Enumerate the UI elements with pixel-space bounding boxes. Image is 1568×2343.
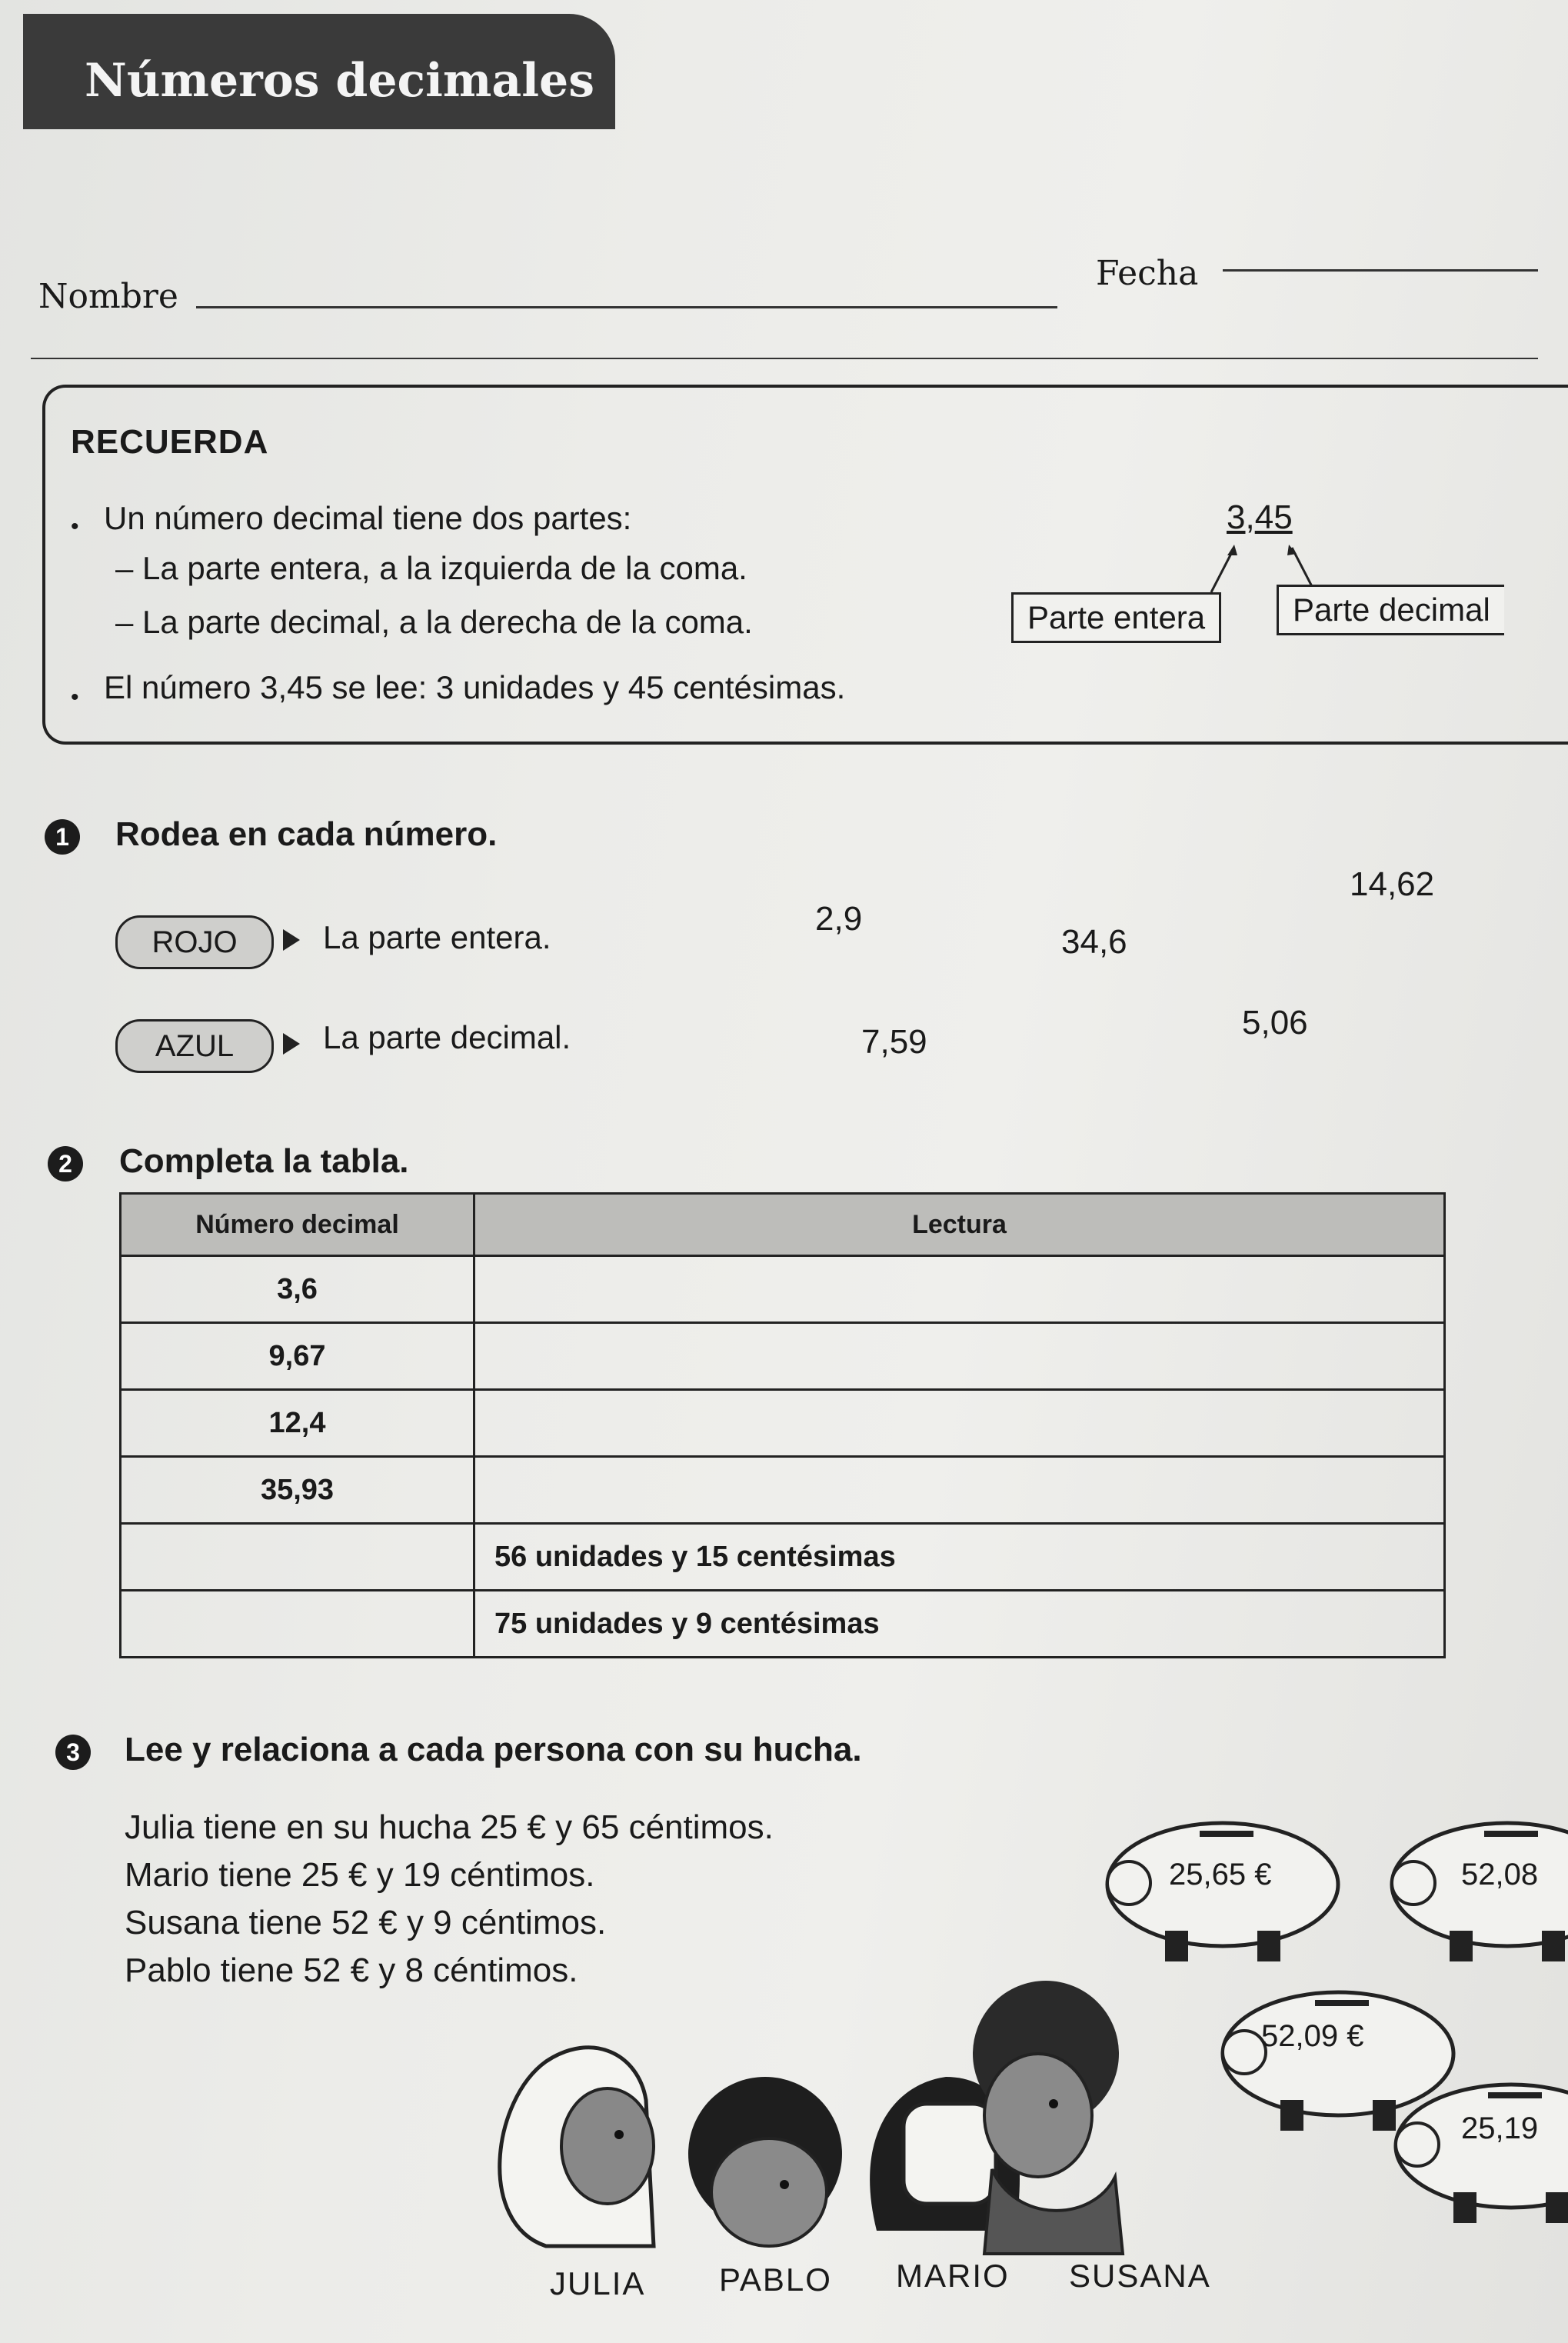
page-title: Números decimales [85, 54, 594, 108]
child-name-pablo: PABLO [719, 2261, 832, 2298]
table-row [121, 1591, 1445, 1658]
story-line-susana: Susana tiene 52 € y 9 céntimos. [125, 1904, 607, 1941]
azul-pill: AZUL [115, 1019, 274, 1073]
header-rule [31, 358, 1538, 359]
name-line [196, 306, 1057, 308]
rojo-instruction: La parte entera. [323, 919, 551, 955]
reading-cell[interactable] [474, 1457, 1445, 1524]
name-label: Nombre [38, 277, 178, 316]
reading-cell[interactable]: 75 unidades y 9 centésimas [474, 1591, 1445, 1658]
decimal-part-box: Parte decimal [1277, 585, 1504, 635]
decimal-cell[interactable]: 3,6 [121, 1256, 474, 1323]
table-row [121, 1524, 1445, 1591]
exercise-2-title: Completa la tabla. [119, 1142, 409, 1180]
exercise-number[interactable]: 34,6 [1061, 923, 1127, 961]
story-lines [125, 1804, 774, 1995]
azul-instruction: La parte decimal. [323, 1019, 571, 1055]
example-decimal-part: 45 [1254, 498, 1293, 536]
reading-cell[interactable]: 56 unidades y 15 centésimas [474, 1524, 1445, 1591]
piggy-bank-value: 25,65 € [1169, 1858, 1272, 1891]
reading-cell[interactable] [474, 1323, 1445, 1390]
exercise-2-number: 2 [48, 1146, 83, 1181]
recuerda-line-1: Un número decimal tiene dos partes: [104, 500, 632, 536]
reading-cell[interactable] [474, 1390, 1445, 1457]
decimal-cell[interactable] [121, 1591, 474, 1658]
exercise-3-number: 3 [55, 1735, 91, 1770]
children-illustration [461, 1969, 1230, 2261]
recuerda-line-2: – La parte entera, a la izquierda de la coma. [115, 550, 747, 586]
exercise-number[interactable]: 14,62 [1350, 865, 1435, 903]
exercise-number[interactable]: 5,06 [1242, 1004, 1308, 1042]
piggy-bank-value: 52,08 [1461, 1858, 1539, 1891]
table-row [121, 1457, 1445, 1524]
julia-figure-icon [500, 2048, 654, 2246]
recuerda-line-3: – La parte decimal, a la derecha de la coma. [115, 604, 753, 640]
table-row [121, 1323, 1445, 1390]
exercise-1-title: Rodea en cada número. [115, 815, 498, 853]
arrow-right-icon [283, 1033, 300, 1055]
piggy-bank-value: 52,09 € [1261, 2019, 1364, 2053]
story-line-mario: Mario tiene 25 € y 19 céntimos. [125, 1856, 595, 1894]
recuerda-title: RECUERDA [71, 423, 269, 461]
recuerda-line-4: El número 3,45 se lee: 3 unidades y 45 centésimas. [104, 669, 846, 705]
bullet-icon: • [71, 514, 79, 539]
susana-figure-icon [973, 1981, 1123, 2254]
piggy-bank-value: 25,19 [1461, 2111, 1539, 2145]
exercise-number[interactable]: 7,59 [861, 1023, 927, 1061]
column-header-reading: Lectura [474, 1194, 1445, 1256]
child-name-susana: SUSANA [1069, 2258, 1211, 2294]
decimal-cell[interactable] [121, 1524, 474, 1591]
pablo-figure-icon [688, 2077, 842, 2246]
exercise-3-title: Lee y relaciona a cada persona con su hucha. [125, 1731, 862, 1768]
child-name-julia: JULIA [550, 2265, 646, 2301]
column-header-decimal: Número decimal [121, 1194, 474, 1256]
exercise-1-number: 1 [45, 819, 80, 855]
exercise-number[interactable]: 2,9 [815, 900, 863, 938]
table-row [121, 1390, 1445, 1457]
rojo-pill: ROJO [115, 915, 274, 969]
story-line-julia: Julia tiene en su hucha 25 € y 65 céntimos. [125, 1808, 774, 1846]
integer-part-box: Parte entera [1011, 592, 1221, 643]
arrowhead-icon [1287, 545, 1297, 555]
table-row [121, 1256, 1445, 1323]
example-comma: , [1245, 498, 1255, 536]
arrowhead-icon [1227, 545, 1237, 555]
example-integer-part: 3 [1227, 498, 1246, 536]
example-number [1227, 498, 1293, 537]
decimal-cell[interactable]: 35,93 [121, 1457, 474, 1524]
date-label: Fecha [1096, 254, 1199, 293]
child-name-mario: MARIO [896, 2258, 1010, 2294]
arrow-right-icon [283, 929, 300, 951]
decimal-cell[interactable]: 12,4 [121, 1390, 474, 1457]
bullet-icon: • [71, 685, 79, 710]
reading-cell[interactable] [474, 1256, 1445, 1323]
piggy-bank-icon[interactable] [1380, 2061, 1568, 2231]
story-line-pablo: Pablo tiene 52 € y 8 céntimos. [125, 1951, 578, 1989]
decimal-table [119, 1192, 1446, 1658]
table-header-row [121, 1194, 1445, 1256]
decimal-cell[interactable]: 9,67 [121, 1323, 474, 1390]
date-line [1223, 269, 1538, 272]
